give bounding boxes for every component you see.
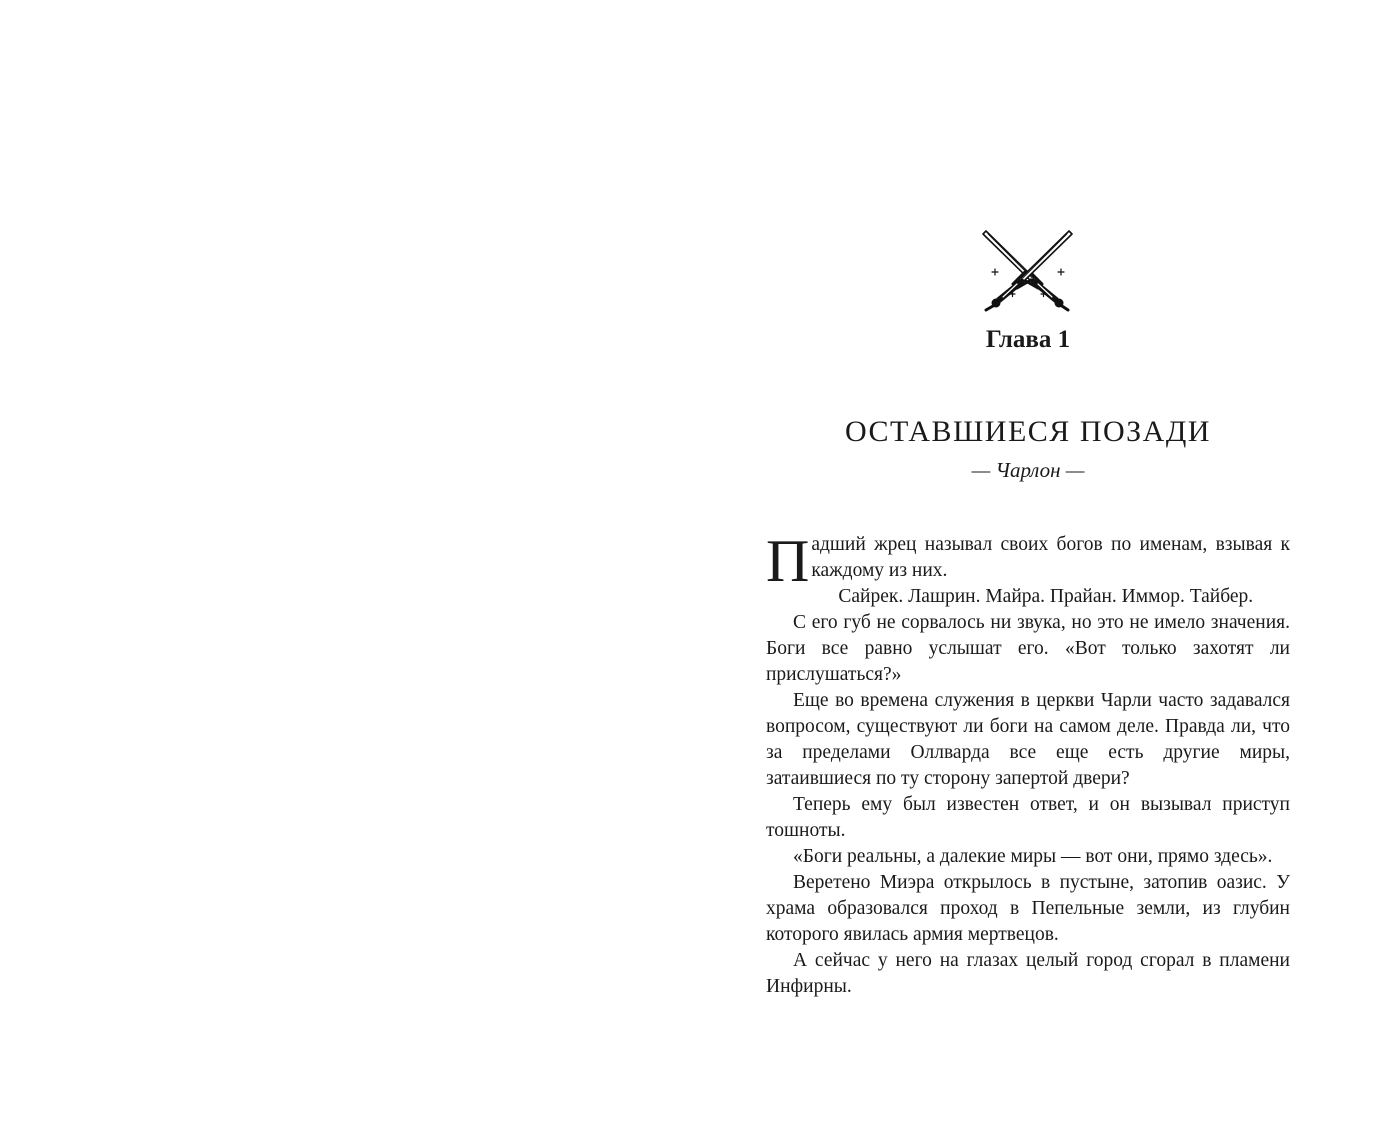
paragraph: С его губ не сорвалось ни звука, но это не имело значения. Боги все равно услышат его. «Вот только захотят ли прислушаться?»	[766, 612, 1290, 685]
chapter-pov-character: — Чарлон —	[971, 458, 1085, 482]
chapter-body	[766, 528, 1290, 1000]
left-page-blank	[0, 0, 696, 1125]
drop-cap: П	[766, 528, 810, 594]
crossed-daggers-icon	[968, 228, 1088, 312]
paragraph-text: адший жрец называл своих богов по именам, взывая к каждому из них.	[811, 534, 1290, 581]
paragraph: А сейчас у него на глазах целый город сгорал в пламени Инфирны.	[766, 950, 1290, 997]
chapter-number: Глава 1	[985, 326, 1071, 353]
paragraph: Теперь ему был известен ответ, и он вызывал приступ тошноты.	[766, 794, 1290, 841]
paragraph: «Боги реальны, а далекие миры — вот они, прямо здесь».	[793, 846, 1273, 867]
chapter-title: ОСТАВШИЕСЯ ПОЗАДИ	[845, 415, 1211, 448]
paragraph: Веретено Миэра открылось в пустыне, затопив оазис. У храма образовался проход в Пепельные земли, из глубин которого явилась армия мертвецов.	[766, 872, 1290, 945]
paragraph: Сайрек. Лашрин. Майра. Прайан. Иммор. Тайбер.	[838, 586, 1254, 607]
paragraph	[766, 528, 1290, 594]
paragraph: Еще во времена служения в церкви Чарли часто задавался вопросом, существуют ли боги на самом деле. Правда ли, что за пределами Оллварда все еще есть другие миры, затаившиеся по ту сторону запертой двери?	[766, 690, 1290, 789]
